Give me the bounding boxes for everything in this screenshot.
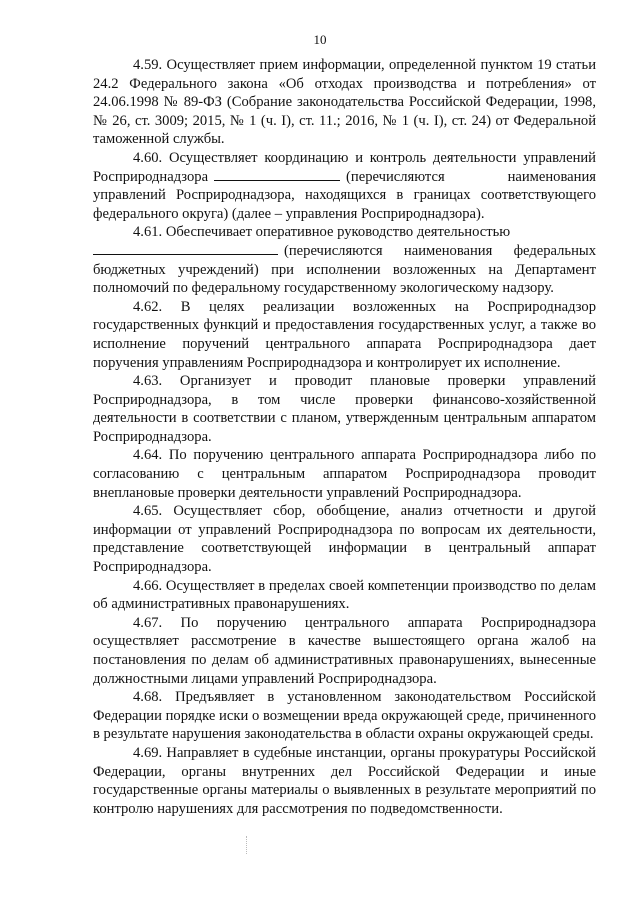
paragraph-4-69: 4.69. Направляет в судебные инстанции, органы прокуратуры Российской Федерации, органы внутренних дел Российской Федерации и иные государственные органы материалы о выявленных в результате мероприятий по контролю нарушениях для рассмотрения по подведомственности. xyxy=(93,744,596,817)
fill-in-blank xyxy=(214,169,340,181)
paragraph-4-62: 4.62. В целях реализации возложенных на Росприроднадзор государственных функций и предоставления государственных услуг, а также во исполнение поручений центрального аппарата Росприроднадзора дает поручения управлениям Росприроднадзора и контролирует их исполнение. xyxy=(93,298,596,371)
paragraph-4-64: 4.64. По поручению центрального аппарата Росприроднадзора либо по согласованию с центральным аппаратом Росприроднадзора проводит внеплановые проверки деятельности управлений Росприроднадзора. xyxy=(93,447,596,501)
paragraph-4-59: 4.59. Осуществляет прием информации, определенной пунктом 19 статьи 24.2 Федерального закона «Об отходах производства и потребления» от 24.06.1998 № 89-ФЗ (Собрание законодательства Российской Федерации, 1998, № 26, ст. 3009; 2015, № 1 (ч. I), ст. 11.; 2016, № 1 (ч. I), ст. 24) от Федеральной таможенной службы. xyxy=(93,57,596,148)
paragraph-4-66: 4.66. Осуществляет в пределах своей компетенции производство по делам об административных правонарушениях. xyxy=(93,577,596,613)
page-number: 10 xyxy=(313,32,327,47)
paragraph-4-61-end: (перечисляются наименования федеральных бюджетных учреждений) при исполнении возложенных на Департамент полномочий по федеральному государственному экологическому надзору. xyxy=(93,242,596,297)
paragraph-4-60 xyxy=(93,149,596,223)
paragraph-4-60-start: 4.60. Осуществляет координацию и контроль деятельности управлений Росприроднадзора xyxy=(93,149,596,185)
paragraph-4-67: 4.67. По поручению центрального аппарата Росприроднадзора осуществляет рассмотрение в качестве вышестоящего органа жалоб на постановления по делам об административных правонарушениях, вынесенные должностными лицами управлений Росприроднадзора. xyxy=(93,614,596,687)
scan-artifact xyxy=(246,836,253,854)
fill-in-blank xyxy=(93,243,278,255)
paragraph-4-65: 4.65. Осуществляет сбор, обобщение, анализ отчетности и другой информации от управлений Росприроднадзора по вопросам их деятельности, представление соответствующей информации в центральный аппарат Росприроднадзора. xyxy=(93,503,596,576)
document-body xyxy=(93,0,596,818)
paragraph-4-63: 4.63. Организует и проводит плановые проверки управлений Росприроднадзора, в том числе проверки финансово-хозяйственной деятельности в соответствии с планом, утвержденным центральным аппаратом Росприроднадзора. xyxy=(93,373,596,445)
paragraph-4-61-start: 4.61. Обеспечивает оперативное руководство деятельностью xyxy=(133,224,511,241)
paragraph-4-60-end: (перечисляются наименования управлений Росприроднадзора, находящихся в границах соответствующего федерального округа) (далее – управления Росприроднадзора). xyxy=(93,168,596,222)
paragraph-4-68: 4.68. Предъявляет в установленном законодательством Российской Федерации порядке иски о возмещении вреда окружающей среде, причиненного в результате нарушения законодательства в области охраны окружающей среды. xyxy=(93,689,596,743)
paragraph-4-61 xyxy=(93,223,596,297)
